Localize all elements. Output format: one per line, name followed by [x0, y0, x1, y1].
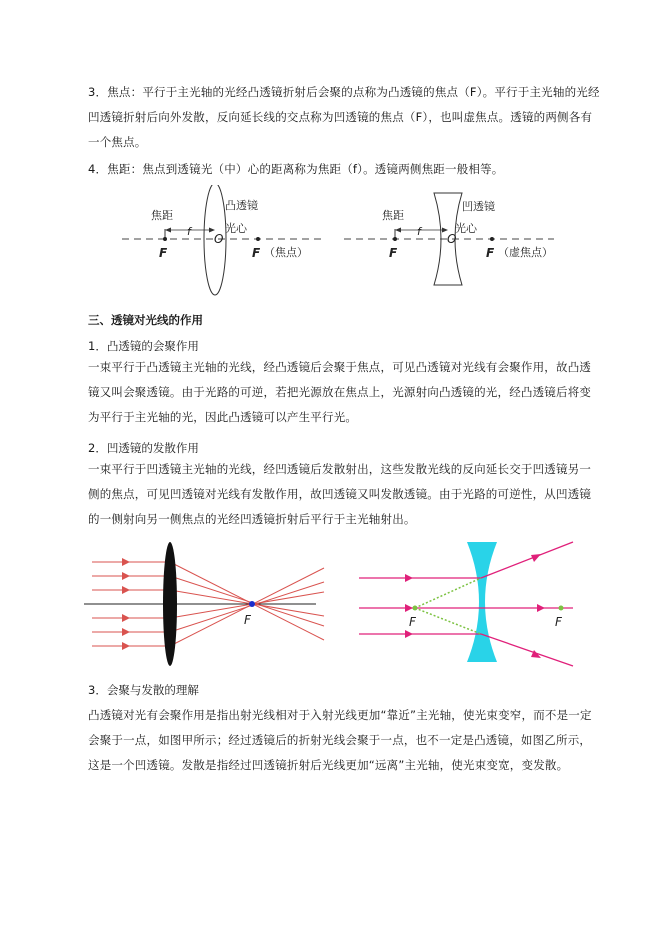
- optical-center-label-2: 光心: [455, 222, 477, 235]
- F-label-concave-1: F: [409, 615, 416, 629]
- f-label: f: [187, 225, 191, 238]
- F-left-label-2: F: [389, 246, 398, 260]
- f-label-2: f: [417, 225, 421, 238]
- paragraph-focus: 3．焦点：平行于主光轴的光经凸透镜折射后会聚的点称为凸透镜的焦点（F）。平行于主光轴的光经凹透镜折射后向外发散，反向延长线的交点称为凹透镜的焦点（F），也叫虚焦点。透镜的两侧各有一个焦点。: [88, 85, 600, 149]
- F-right-label-2: F: [486, 246, 495, 260]
- subsection-title-1: 1．凸透镜的会聚作用: [88, 339, 199, 353]
- subsection-title-3: 3．会聚与发散的理解: [88, 683, 199, 697]
- paragraph-concave: 一束平行于凹透镜主光轴的光线，经凹透镜后发散射出，这些发散光线的反向延长交于凹透镜另一侧的焦点，可见凹透镜对光线有发散作用，故凹透镜又叫发散透镜。由于光路的可逆性，从凹透镜的一侧射向另一侧焦点的光经凹透镜折射后平行于主光轴射出。: [88, 462, 592, 526]
- paragraph-understanding: 凸透镜对光有会聚作用是指出射光线相对于入射光线更加“靠近”主光轴，使光束变窄，而不是一定会聚于一点，如图甲所示；经过透镜后的折射光线会聚于一点，也不一定是凸透镜，如图乙所示，这是一个凹透镜。发散是指经过凹透镜折射后光线更加“远离”主光轴，使光束变宽，变发散。: [88, 708, 592, 772]
- lens-name-label: 凸透镜: [225, 199, 258, 212]
- convex-ray-diagram: [84, 540, 334, 670]
- subsection-title-2: 2．凹透镜的发散作用: [88, 441, 199, 455]
- convex-lens-black: [163, 542, 177, 666]
- F-right-label: F: [252, 246, 261, 260]
- virtual-focus-note-label: （虚焦点）: [498, 246, 553, 259]
- F-left-label: F: [159, 246, 168, 260]
- convex-lens-diagram: [122, 185, 323, 295]
- focus-note-label: （焦点）: [264, 246, 308, 259]
- paragraph-focal-length: 4．焦距：焦点到透镜光（中）心的距离称为焦距（f）。透镜两侧焦距一般相等。: [88, 162, 504, 176]
- optical-center-label: 光心: [225, 222, 247, 235]
- focal-length-label: 焦距: [151, 209, 173, 222]
- o-label-2: O: [447, 232, 457, 246]
- section-title: 三、透镜对光线的作用: [88, 313, 203, 327]
- F-label-concave-2: F: [555, 615, 562, 629]
- F-label-convex: F: [244, 613, 251, 627]
- lens-name-label-2: 凹透镜: [462, 200, 495, 213]
- o-label: O: [214, 232, 224, 246]
- focal-length-label-2: 焦距: [382, 209, 404, 222]
- paragraph-convex: 一束平行于凸透镜主光轴的光线，经凸透镜后会聚于焦点，可见凸透镜对光线有会聚作用，故凸透镜又叫会聚透镜。由于光路的可逆，若把光源放在焦点上，光源射向凸透镜的光，经凸透镜后将变为平行于主光轴的光，因此凸透镜可以产生平行光。: [88, 360, 592, 424]
- concave-lens-diagram: [344, 193, 554, 285]
- concave-ray-diagram: [355, 538, 580, 668]
- concave-lens-cyan: [467, 542, 497, 662]
- lens-focus-diagram: [118, 185, 558, 300]
